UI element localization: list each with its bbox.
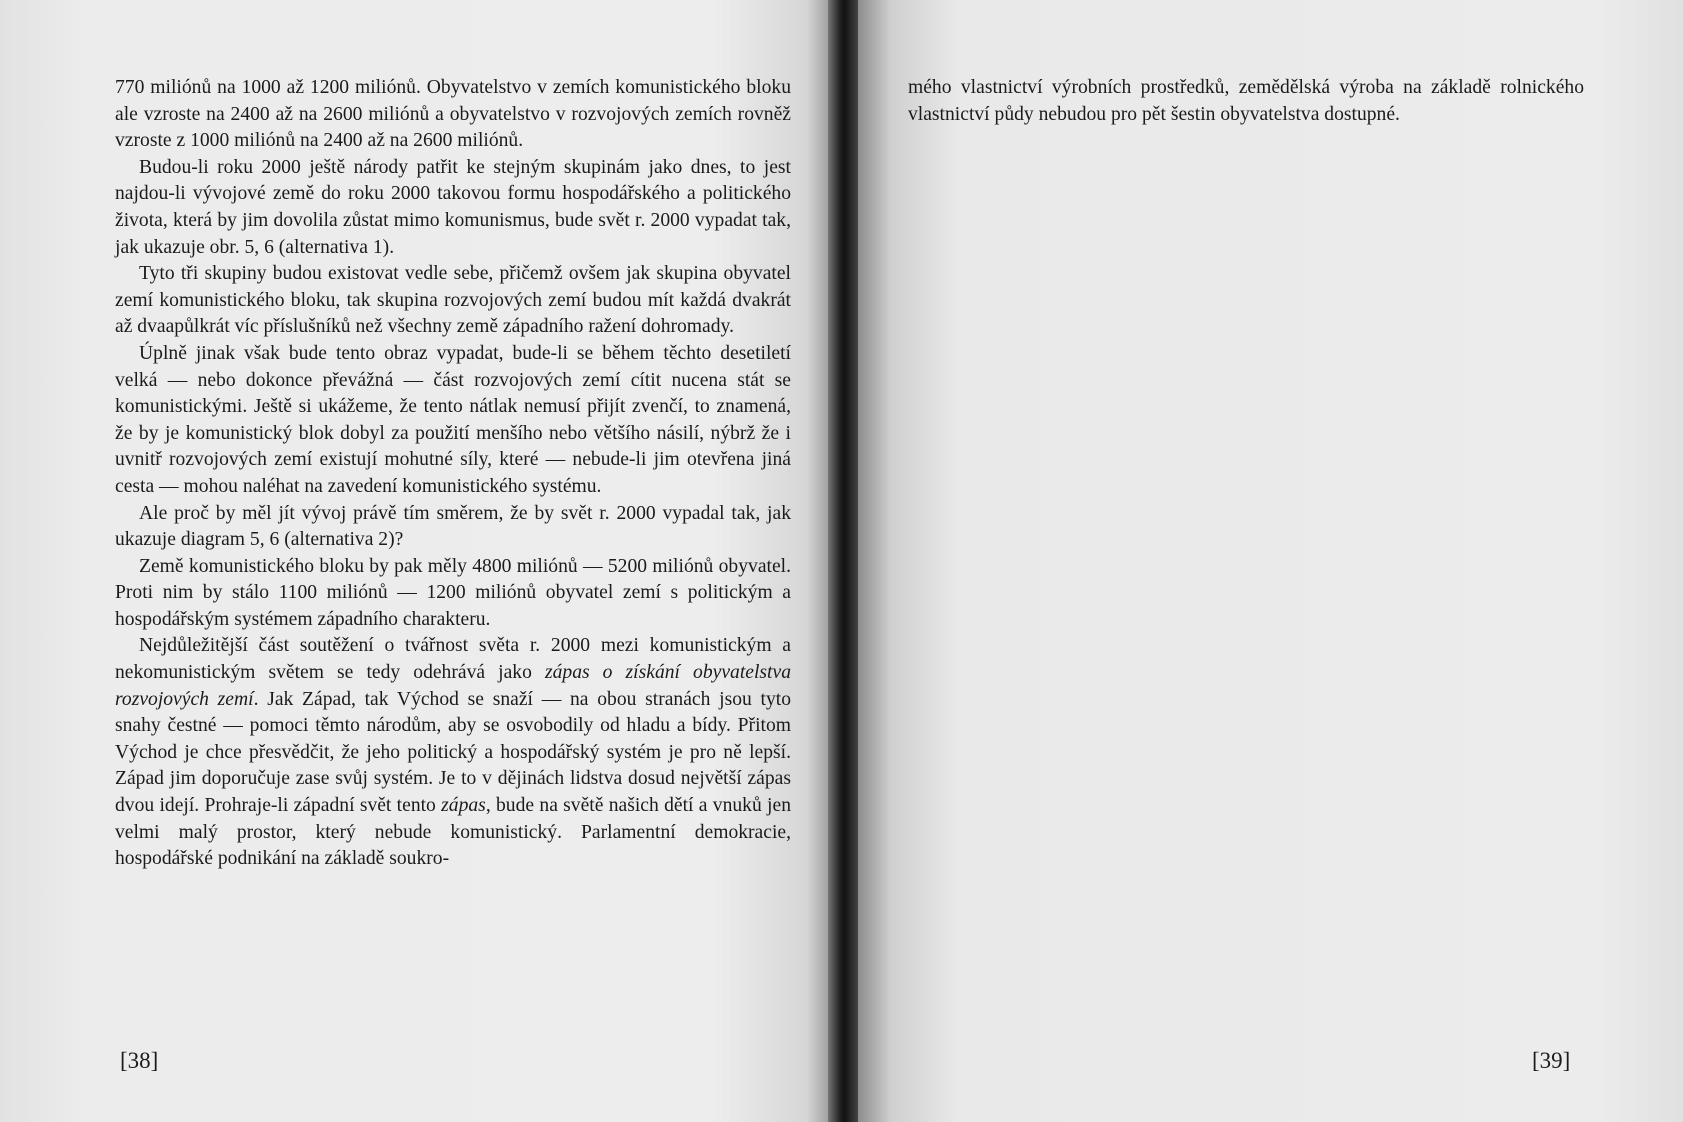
page-number-left: [38] bbox=[120, 1048, 159, 1073]
paragraph: mého vlastnictví výrobních prostředků, zemědělská výroba na základě rolnického vlastnictví půdy nebudou pro pět šestin obyvatelstva dostupné. bbox=[908, 77, 1584, 125]
right-page bbox=[840, 0, 1683, 1122]
left-page-text bbox=[115, 75, 791, 873]
paragraph: Úplně jinak však bude tento obraz vypadat, bude-li se během těchto desetiletí velká — nebo dokonce převážná — část rozvojových zemí cítit nucena stát se komunistickými. Ještě si ukážeme, že tento nátlak nemusí přijít zvenčí, to znamená, že by je komunistický blok dobyl za použití menšího nebo většího násilí, nýbrž že i uvnitř rozvojových zemí existují mohutné síly, které — nebude-li jim otevřena jiná cesta — mohou naléhat na zavedení komunistického systému. bbox=[115, 342, 791, 497]
right-page-text bbox=[908, 75, 1584, 128]
paragraph: 770 miliónů na 1000 až 1200 miliónů. Obyvatelstvo v zemích komunistického bloku ale vzroste na 2400 až na 2600 miliónů a obyvatelstvo v rozvojových zemích rovněž vzroste z 1000 miliónů na 2400 až na 2600 miliónů. bbox=[115, 77, 791, 152]
page-number-right: [39] bbox=[1532, 1048, 1571, 1073]
paragraph: Země komunistického bloku by pak měly 4800 miliónů — 5200 miliónů obyvatel. Proti nim by stálo 1100 miliónů — 1200 miliónů obyvatel zemí s politickým a hospodářským systémem západního charakteru. bbox=[115, 555, 791, 630]
paragraph: Tyto tři skupiny budou existovat vedle sebe, přičemž ovšem jak skupina obyvatel zemí komunistického bloku, tak skupina rozvojových zemí budou mít každá dvakrát až dvaapůlkrát víc příslušníků než všechny země západního ražení dohromady. bbox=[115, 263, 791, 338]
italic-phrase: zápas bbox=[441, 795, 486, 817]
left-page bbox=[0, 0, 840, 1122]
paragraph: Budou-li roku 2000 ještě národy patřit ke stejným skupinám jako dnes, to jest najdou-li vývojové země do roku 2000 takovou formu hospodářského a politického života, která by jim dovolila zůstat mimo komunismus, bude svět r. 2000 vypadat tak, jak ukazuje obr. 5, 6 (alternativa 1). bbox=[115, 156, 791, 258]
paragraph: Nejdůležitější část soutěžení o tvářnost světa r. 2000 mezi komunistickým a nekomunistickým světem se tedy odehrává jako zápas o získání obyvatelstva rozvojových zemí. Jak Západ, tak Východ se snaží — na obou stranách jsou tyto snahy čestné — pomoci těmto národům, aby se osvobodily od hladu a bídy. Přitom Východ je chce přesvědčit, že jeho politický a hospodářský systém je pro ně lepší. Západ jim doporučuje zase svůj systém. Je to v dějinách lidstva dosud největší zápas dvou idejí. Prohraje-li západní svět tento zápas, bude na světě našich dětí a vnuků jen velmi malý prostor, který nebude komunistický. Parlamentní demokracie, hospodářské podnikání na základě soukro- bbox=[115, 635, 791, 870]
italic-phrase: zápas o získání obyvatelstva rozvojových zemí bbox=[115, 662, 791, 710]
book-gutter bbox=[828, 0, 858, 1122]
paragraph: Ale proč by měl jít vývoj právě tím směrem, že by svět r. 2000 vypadal tak, jak ukazuje diagram 5, 6 (alternativa 2)? bbox=[115, 502, 791, 551]
